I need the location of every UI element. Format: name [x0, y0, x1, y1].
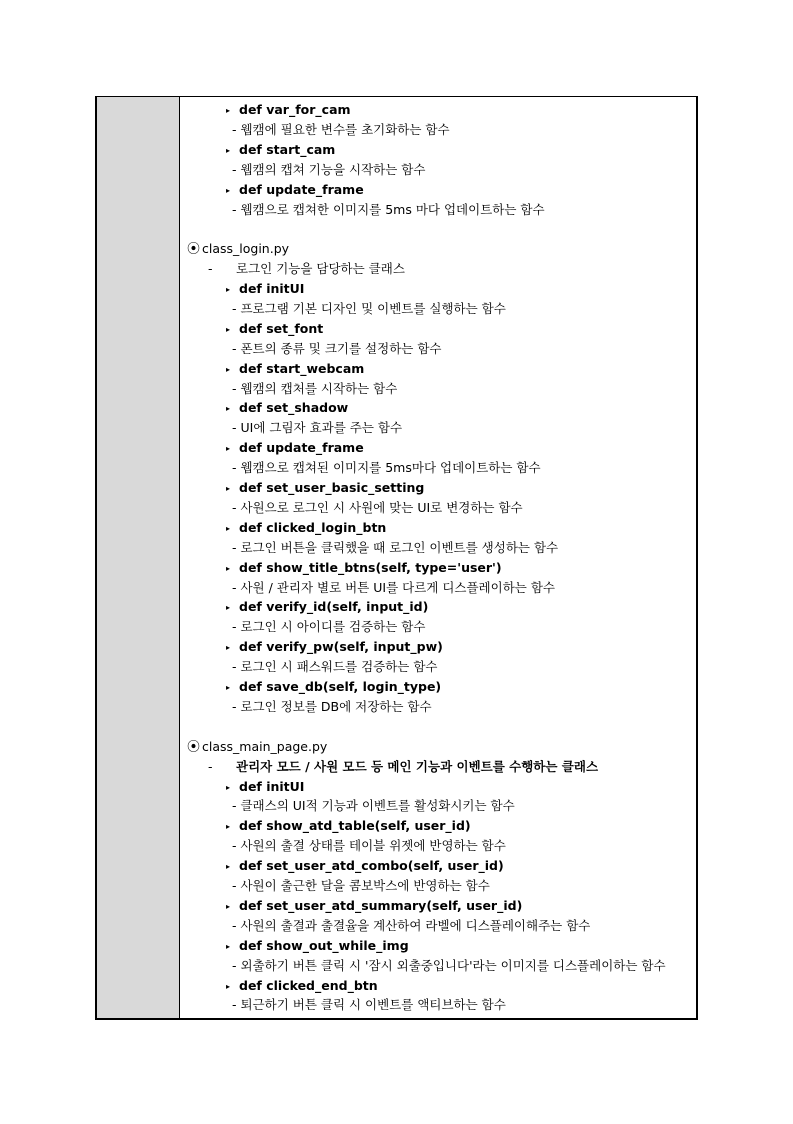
method-description: - 사원이 출근한 달을 콤보박스에 반영하는 함수: [232, 878, 490, 893]
method-name: def set_user_atd_summary(self, user_id): [239, 898, 523, 913]
bullet-icon: ▸: [226, 783, 231, 792]
top-method-0: [226, 101, 351, 120]
main-page-summary: [208, 758, 598, 776]
method-name: def initUI: [239, 281, 305, 296]
main-page-method-2: [226, 857, 504, 876]
main-page-method-4: [226, 937, 409, 956]
bullet-icon: ▸: [226, 285, 231, 294]
login-desc-3: [232, 419, 402, 437]
login-method-2: [226, 360, 364, 379]
bullet-icon: ▸: [226, 643, 231, 652]
bullet-icon: ▸: [226, 404, 231, 413]
main-page-method-5: [226, 977, 378, 996]
method-description: - 로그인 버튼을 클릭했을 때 로그인 이벤트를 생성하는 함수: [232, 540, 559, 555]
method-name: def set_shadow: [239, 400, 349, 415]
main-page-desc-0: [232, 797, 515, 815]
top-desc-0: [232, 121, 450, 139]
login-method-7: [226, 559, 502, 578]
method-name: def start_webcam: [239, 361, 365, 376]
login-method-1: [226, 320, 323, 339]
bullet-icon: ▸: [226, 683, 231, 692]
login-desc-10: [232, 698, 432, 716]
login-method-3: [226, 399, 348, 418]
method-name: def clicked_end_btn: [239, 978, 378, 993]
login-method-10: [226, 678, 441, 697]
circle-bullet-icon: ⦿: [187, 740, 201, 755]
method-description: - UI에 그림자 효과를 주는 함수: [232, 420, 403, 435]
bullet-icon: ▸: [226, 982, 231, 991]
method-name: def start_cam: [239, 142, 336, 157]
bullet-icon: ▸: [226, 146, 231, 155]
main-page-title: [187, 738, 327, 757]
login-desc-5: [232, 499, 523, 517]
login-desc-1: [232, 340, 441, 358]
method-name: def show_title_btns(self, type='user'): [239, 560, 502, 575]
method-description: - 폰트의 종류 및 크기를 설정하는 함수: [232, 341, 442, 356]
method-description: - 사원 / 관리자 별로 버튼 UI를 다르게 디스플레이하는 함수: [232, 580, 555, 595]
bullet-icon: ▸: [226, 484, 231, 493]
main-page-desc-1: [232, 837, 506, 855]
bullet-icon: ▸: [226, 902, 231, 911]
login-method-4: [226, 439, 364, 458]
login-method-8: [226, 598, 428, 617]
bullet-icon: ▸: [226, 603, 231, 612]
login-desc-7: [232, 579, 555, 597]
login-summary: [208, 260, 405, 278]
circle-bullet-icon: ⦿: [187, 242, 201, 257]
method-name: def initUI: [239, 779, 305, 794]
method-description: - 사원으로 로그인 시 사원에 맞는 UI로 변경하는 함수: [232, 500, 523, 515]
method-description: - 퇴근하기 버튼 클릭 시 이벤트를 액티브하는 함수: [232, 997, 506, 1012]
bullet-icon: ▸: [226, 822, 231, 831]
bullet-icon: ▸: [226, 524, 231, 533]
main-page-desc-3: [232, 917, 590, 935]
bullet-icon: ▸: [226, 325, 231, 334]
login-title: [187, 240, 289, 259]
bullet-icon: ▸: [226, 862, 231, 871]
method-name: def set_user_atd_combo(self, user_id): [239, 858, 504, 873]
method-name: def show_out_while_img: [239, 938, 409, 953]
bullet-icon: ▸: [226, 564, 231, 573]
method-description: - 웹캠으로 캡쳐한 이미지를 5ms 마다 업데이트하는 함수: [232, 202, 545, 217]
bullet-icon: ▸: [226, 444, 231, 453]
method-description: - 사원의 출결과 출결율을 계산하여 라벨에 디스플레이해주는 함수: [232, 918, 591, 933]
dash-icon: -: [208, 759, 213, 774]
login-method-0: [226, 280, 304, 299]
section-title: class_main_page.py: [202, 739, 328, 754]
method-description: - 클래스의 UI적 기능과 이벤트를 활성화시키는 함수: [232, 798, 515, 813]
method-description: - 로그인 정보를 DB에 저장하는 함수: [232, 699, 432, 714]
method-name: def var_for_cam: [239, 102, 351, 117]
method-description: - 웹캠에 필요한 변수를 초기화하는 함수: [232, 122, 450, 137]
login-desc-6: [232, 539, 558, 557]
top-desc-2: [232, 201, 545, 219]
method-description: - 로그인 시 아이디를 검증하는 함수: [232, 619, 426, 634]
login-desc-9: [232, 658, 438, 676]
dash-icon: -: [208, 261, 213, 276]
section-summary: 관리자 모드 / 사원 모드 등 메인 기능과 이벤트를 수행하는 클래스: [236, 759, 599, 774]
bullet-icon: ▸: [226, 106, 231, 115]
login-method-9: [226, 638, 443, 657]
method-description: - 웹캠의 캡처를 시작하는 함수: [232, 381, 398, 396]
login-desc-2: [232, 380, 397, 398]
main-page-method-1: [226, 817, 471, 836]
top-desc-1: [232, 161, 425, 179]
method-name: def show_atd_table(self, user_id): [239, 818, 471, 833]
label-column: [97, 97, 180, 1018]
main-page-desc-2: [232, 877, 490, 895]
method-name: def save_db(self, login_type): [239, 679, 442, 694]
section-summary: 로그인 기능을 담당하는 클래스: [236, 261, 405, 276]
method-name: def verify_pw(self, input_pw): [239, 639, 443, 654]
main-page-desc-4: [232, 957, 666, 975]
top-method-2: [226, 181, 364, 200]
bullet-icon: ▸: [226, 186, 231, 195]
login-desc-8: [232, 618, 425, 636]
main-page-method-0: [226, 778, 304, 797]
login-desc-0: [232, 300, 506, 318]
login-method-5: [226, 479, 424, 498]
main-page-method-3: [226, 897, 522, 916]
main-page-desc-5: [232, 996, 506, 1014]
login-desc-4: [232, 459, 541, 477]
method-name: def set_user_basic_setting: [239, 480, 425, 495]
method-description: - 로그인 시 패스워드를 검증하는 함수: [232, 659, 438, 674]
method-name: def update_frame: [239, 440, 364, 455]
method-name: def set_font: [239, 321, 324, 336]
bullet-icon: ▸: [226, 942, 231, 951]
method-description: - 외출하기 버튼 클릭 시 '잠시 외출중입니다'라는 이미지를 디스플레이하는 함수: [232, 958, 666, 973]
section-title: class_login.py: [202, 241, 290, 256]
method-name: def clicked_login_btn: [239, 520, 387, 535]
method-name: def verify_id(self, input_id): [239, 599, 429, 614]
bullet-icon: ▸: [226, 365, 231, 374]
method-description: - 웹캠으로 캡쳐된 이미지를 5ms마다 업데이트하는 함수: [232, 460, 541, 475]
login-method-6: [226, 519, 386, 538]
method-description: - 웹캠의 캡쳐 기능을 시작하는 함수: [232, 162, 426, 177]
method-name: def update_frame: [239, 182, 364, 197]
method-description: - 사원의 출결 상태를 테이블 위젯에 반영하는 함수: [232, 838, 506, 853]
top-method-1: [226, 141, 335, 160]
method-description: - 프로그램 기본 디자인 및 이벤트를 실행하는 함수: [232, 301, 506, 316]
